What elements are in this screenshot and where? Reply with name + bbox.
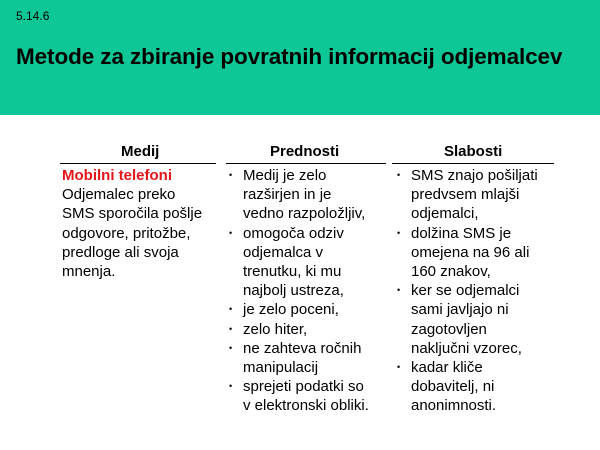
prednosti-line: • ne zahteva ročnih (243, 339, 362, 357)
slabosti-line: omejena na 96 ali (411, 243, 530, 261)
slide-header (0, 0, 600, 115)
medij-cell (62, 166, 222, 281)
slide-title: Metode za zbiranje povratnih informacij odjemalcev (16, 44, 563, 69)
slabosti-line: • ker se odjemalci (411, 282, 520, 300)
medij-line: mnenja. (62, 263, 116, 281)
prednosti-line: manipulacij (243, 359, 319, 377)
column-header-prednosti: Prednosti (270, 143, 340, 160)
prednosti-item (229, 224, 394, 301)
slabosti-line: • dolžina SMS je (411, 224, 512, 242)
prednosti-item (229, 377, 394, 415)
column-divider-medij (60, 163, 216, 164)
slabosti-line: • SMS znajo pošiljati (411, 167, 538, 184)
slabosti-list (397, 166, 572, 416)
medij-line: odgovore, pritožbe, (62, 224, 191, 242)
prednosti-line: • omogoča odziv (243, 224, 344, 242)
medij-heading: Mobilni telefoni (62, 167, 172, 184)
column-divider-prednosti (226, 163, 386, 164)
prednosti-line: v elektronski obliki. (243, 397, 369, 415)
prednosti-line: • sprejeti podatki so (243, 378, 364, 396)
prednosti-cell (229, 166, 394, 416)
prednosti-line: • Medij je zelo (243, 167, 327, 184)
slabosti-item (397, 281, 572, 358)
prednosti-item (229, 300, 394, 319)
slabosti-line: dobavitelj, ni (411, 378, 495, 396)
prednosti-line: trenutku, ki mu (243, 263, 342, 281)
column-header-medij: Medij (121, 143, 160, 160)
prednosti-line: vedno razpoložljiv, (243, 205, 366, 223)
slabosti-line: naključni vzorec, (411, 339, 522, 357)
prednosti-list (229, 166, 394, 416)
slabosti-line: anonimnosti. (411, 397, 497, 415)
slabosti-line: zagotovljen (411, 320, 487, 338)
slabosti-cell (397, 166, 572, 416)
prednosti-item (229, 339, 394, 377)
slide-number: 5.14.6 (16, 9, 50, 23)
prednosti-item (229, 320, 394, 339)
prednosti-line: • je zelo poceni, (243, 301, 339, 319)
slabosti-line: 160 znakov, (411, 263, 491, 281)
slabosti-item (397, 166, 572, 224)
prednosti-line: najbolj ustreza, (243, 282, 344, 300)
column-divider-slabosti (392, 163, 554, 164)
medij-description (62, 185, 222, 281)
prednosti-line: razširjen in je (243, 186, 332, 204)
slabosti-item (397, 358, 572, 416)
column-header-slabosti: Slabosti (444, 143, 503, 160)
slabosti-line: odjemalci, (411, 205, 479, 223)
slabosti-line: sami javljajo ni (411, 301, 509, 319)
slabosti-line: predvsem mlajši (411, 186, 520, 204)
medij-line: SMS sporočila pošlje (62, 205, 203, 223)
slabosti-line: • kadar kliče (411, 359, 483, 377)
prednosti-line: • zelo hiter, (243, 320, 308, 338)
medij-line: predloge ali svoja (62, 243, 179, 261)
prednosti-line: odjemalca v (243, 243, 324, 261)
medij-line: Odjemalec preko (62, 186, 176, 204)
slabosti-item (397, 224, 572, 282)
prednosti-item (229, 166, 394, 224)
